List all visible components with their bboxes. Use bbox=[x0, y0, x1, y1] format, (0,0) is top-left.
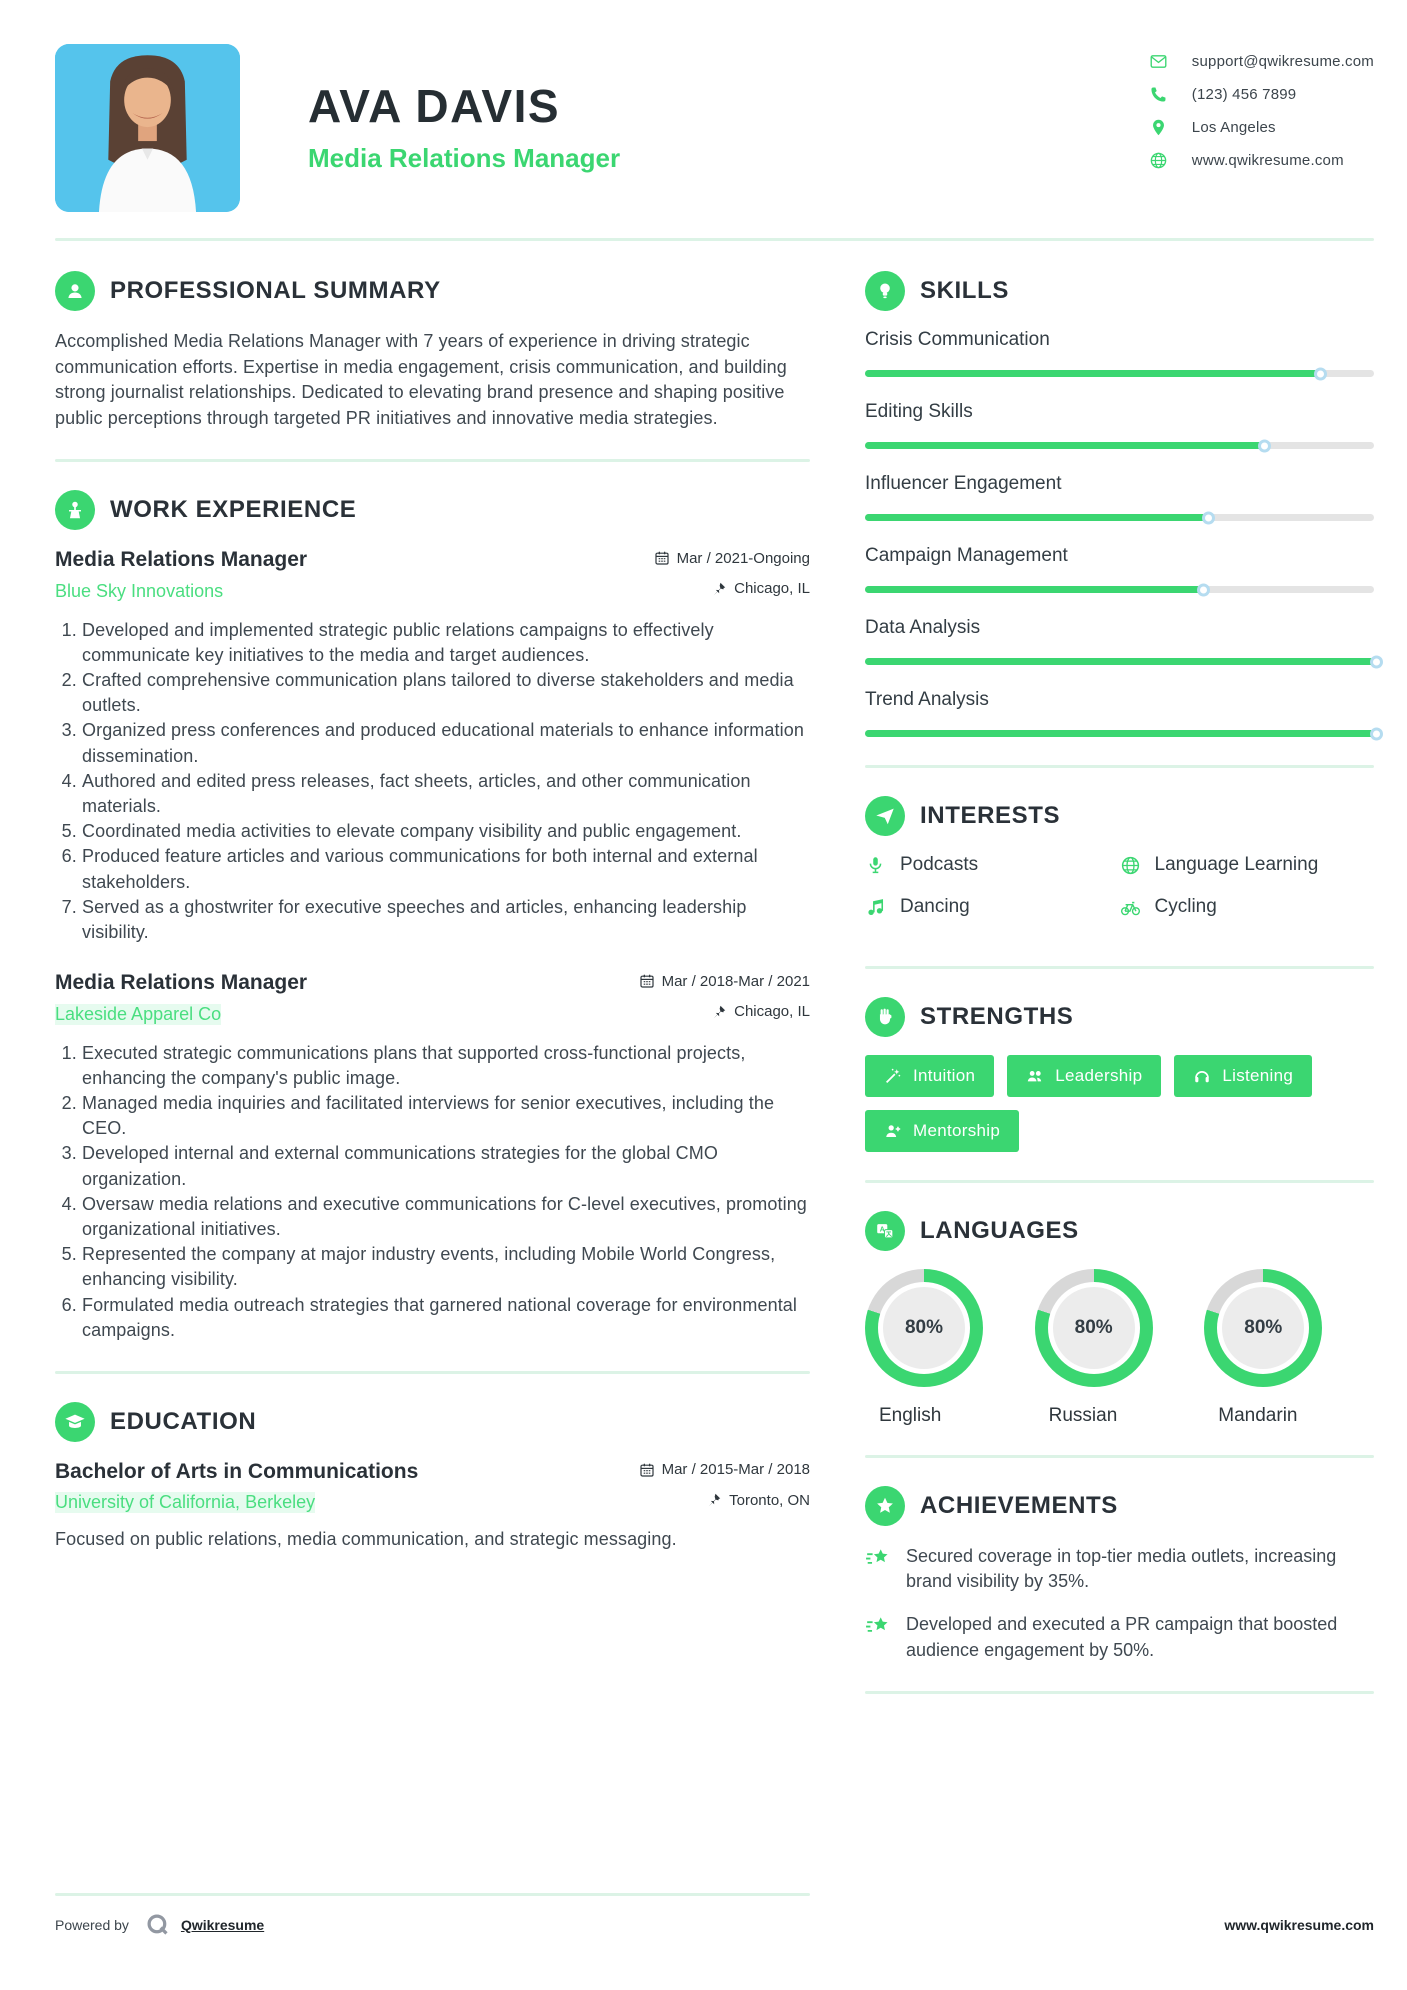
skills-heading: SKILLS bbox=[920, 277, 1009, 304]
calendar-icon bbox=[639, 973, 655, 989]
skill-label: Editing Skills bbox=[865, 401, 973, 422]
skill-slider-fill bbox=[865, 442, 1262, 449]
language-percent: 80% bbox=[904, 1317, 944, 1338]
achievements-heading: ACHIEVEMENTS bbox=[920, 1492, 1118, 1519]
skill-slider-handle[interactable] bbox=[1258, 439, 1271, 452]
calendar-icon bbox=[654, 550, 670, 566]
skill-slider-fill bbox=[865, 514, 1206, 521]
interest-label: Dancing bbox=[900, 896, 970, 917]
job-location-text: Chicago, IL bbox=[734, 580, 810, 598]
skill-label: Trend Analysis bbox=[865, 689, 989, 710]
job-bullet: 5. Coordinated media activities to elevate company visibility and public engagement. bbox=[82, 819, 810, 844]
skill-slider-handle[interactable] bbox=[1202, 511, 1215, 524]
skill-slider bbox=[865, 658, 1374, 665]
job-bullet: 5. Represented the company at major industry events, including Mobile World Congress, enhancing visibility. bbox=[82, 1242, 810, 1292]
language-percent: 80% bbox=[1074, 1317, 1113, 1338]
job-title: Media Relations Manager bbox=[55, 548, 308, 572]
contact-website-text: www.qwikresume.com bbox=[1191, 152, 1344, 169]
skill-label: Data Analysis bbox=[865, 617, 981, 638]
calendar-icon bbox=[639, 1462, 655, 1478]
left-column bbox=[55, 271, 810, 1722]
skill-row bbox=[865, 329, 1374, 377]
qwikresume-link[interactable]: Qwikresume bbox=[180, 1917, 265, 1933]
right-divider-4 bbox=[865, 1455, 1374, 1458]
job-location bbox=[711, 1003, 810, 1020]
contact-email bbox=[1149, 52, 1374, 71]
skill-row bbox=[865, 545, 1374, 593]
section-skills bbox=[865, 271, 1374, 737]
achievement-text: Secured coverage in top-tier media outlets, increasing brand visibility by 35%. bbox=[906, 1546, 1337, 1592]
strength-tag bbox=[865, 1055, 994, 1097]
language-item bbox=[1204, 1269, 1374, 1427]
contact-location-text: Los Angeles bbox=[1191, 119, 1276, 136]
email-icon bbox=[1149, 52, 1168, 71]
job-bullet: 7. Served as a ghostwriter for executive speeches and articles, enhancing leadership visibility. bbox=[82, 895, 810, 945]
job-date-text: Mar / 2018-Mar / 2021 bbox=[661, 972, 810, 990]
skill-slider bbox=[865, 514, 1374, 521]
footer-website-link[interactable]: www.qwikresume.com bbox=[1224, 1917, 1374, 1933]
job-location-text: Chicago, IL bbox=[734, 1003, 810, 1021]
skill-label: Influencer Engagement bbox=[865, 473, 1062, 494]
job-location bbox=[711, 580, 810, 597]
achievement-text: Developed and executed a PR campaign that boosted audience engagement by 50%. bbox=[906, 1614, 1338, 1660]
header-divider bbox=[55, 238, 1374, 241]
users-icon bbox=[1026, 1067, 1044, 1085]
contact-website bbox=[1149, 151, 1374, 170]
skill-slider-fill bbox=[865, 658, 1374, 665]
job-bullet: 4. Authored and edited press releases, fact sheets, articles, and other communication materials. bbox=[82, 769, 810, 819]
education-location bbox=[706, 1492, 810, 1509]
user-plus-icon bbox=[884, 1122, 902, 1140]
job-bullet-list bbox=[55, 1041, 810, 1343]
profile-photo-illustration bbox=[55, 44, 240, 212]
job-company: Lakeside Apparel Co bbox=[55, 1003, 222, 1024]
contact-phone-text: (123) 456 7899 bbox=[1191, 86, 1297, 103]
job-title: Media Relations Manager bbox=[55, 971, 308, 995]
skill-slider-fill bbox=[865, 586, 1201, 593]
skill-row bbox=[865, 617, 1374, 665]
language-name: Mandarin bbox=[1218, 1405, 1298, 1426]
job-bullet-list bbox=[55, 618, 810, 945]
pushpin-icon bbox=[711, 581, 727, 597]
profile-photo bbox=[55, 44, 240, 212]
language-donut bbox=[865, 1269, 983, 1387]
language-name: English bbox=[879, 1405, 942, 1426]
interest-label: Language Learning bbox=[1154, 854, 1319, 875]
identity bbox=[308, 44, 620, 174]
header bbox=[55, 44, 1374, 212]
job-company: Blue Sky Innovations bbox=[55, 580, 224, 601]
skill-slider bbox=[865, 442, 1374, 449]
skill-slider bbox=[865, 586, 1374, 593]
strength-label: Intuition bbox=[913, 1066, 976, 1085]
music-note-icon bbox=[865, 897, 886, 918]
microphone-icon bbox=[865, 855, 886, 876]
job-bullet: 4. Oversaw media relations and executive communications for C-level executives, promoting organizational initiatives. bbox=[82, 1192, 810, 1242]
skill-slider-handle[interactable] bbox=[1370, 727, 1383, 740]
education-heading: EDUCATION bbox=[110, 1407, 257, 1435]
section-education bbox=[55, 1402, 810, 1553]
fist-icon bbox=[865, 997, 905, 1037]
skill-slider bbox=[865, 730, 1374, 737]
interest-label: Podcasts bbox=[900, 854, 979, 875]
footer bbox=[55, 1893, 1374, 1938]
interest-item bbox=[865, 896, 1120, 918]
headphones-icon bbox=[1193, 1067, 1211, 1085]
job-bullet: 1. Developed and implemented strategic public relations campaigns to effectively communicate key initiatives to the media and target audiences. bbox=[82, 618, 810, 668]
pushpin-icon bbox=[711, 1004, 727, 1020]
education-description: Focused on public relations, media communication, and strategic messaging. bbox=[55, 1529, 677, 1550]
skill-row bbox=[865, 689, 1374, 737]
shooting-star-icon bbox=[865, 1613, 891, 1639]
strength-tag bbox=[1174, 1055, 1312, 1097]
translate-icon bbox=[865, 1211, 905, 1251]
section-professional-summary bbox=[55, 271, 810, 431]
strength-tag bbox=[865, 1110, 1019, 1152]
podium-icon bbox=[55, 490, 95, 530]
skill-slider-fill bbox=[865, 730, 1374, 737]
achievement-item bbox=[865, 1544, 1374, 1594]
skill-slider-handle[interactable] bbox=[1314, 367, 1327, 380]
bicycle-icon bbox=[1120, 897, 1141, 918]
strengths-heading: STRENGTHS bbox=[920, 1003, 1074, 1030]
shooting-star-icon bbox=[865, 1545, 891, 1571]
job-bullet: 3. Organized press conferences and produced educational materials to enhance information dissemination. bbox=[82, 718, 810, 768]
summary-heading: PROFESSIONAL SUMMARY bbox=[110, 277, 441, 304]
skill-label: Campaign Management bbox=[865, 545, 1068, 566]
job-bullet: 2. Managed media inquiries and facilitated interviews for senior executives, including the CEO. bbox=[82, 1091, 810, 1141]
skill-row bbox=[865, 473, 1374, 521]
language-name: Russian bbox=[1048, 1405, 1118, 1426]
language-donut bbox=[1035, 1269, 1153, 1387]
language-donut bbox=[1204, 1269, 1322, 1387]
skill-label: Crisis Communication bbox=[865, 329, 1050, 350]
contact-email-text: support@qwikresume.com bbox=[1191, 53, 1374, 70]
job-date bbox=[654, 550, 810, 567]
job-entry bbox=[55, 548, 810, 945]
section-work-experience bbox=[55, 490, 810, 1343]
phone-icon bbox=[1149, 85, 1168, 104]
strength-label: Leadership bbox=[1055, 1066, 1143, 1085]
skill-slider bbox=[865, 370, 1374, 377]
pushpin-icon bbox=[706, 1492, 722, 1508]
section-languages bbox=[865, 1211, 1374, 1427]
interest-label: Cycling bbox=[1154, 896, 1217, 917]
work-heading: WORK EXPERIENCE bbox=[110, 496, 357, 524]
globe-icon bbox=[1120, 855, 1141, 876]
right-divider-2 bbox=[865, 966, 1374, 969]
strength-tag bbox=[1007, 1055, 1161, 1097]
person-icon bbox=[55, 271, 95, 311]
contact-phone bbox=[1149, 85, 1374, 104]
job-bullet: 1. Executed strategic communications plans that supported cross-functional projects, enhancing the company's public image. bbox=[82, 1041, 810, 1091]
job-bullet: 2. Crafted comprehensive communication plans tailored to diverse stakeholders and media outlets. bbox=[82, 668, 810, 718]
job-bullet: 6. Formulated media outreach strategies that garnered national coverage for environmental campaigns. bbox=[82, 1293, 810, 1343]
paper-plane-icon bbox=[865, 796, 905, 836]
skill-row bbox=[865, 401, 1374, 449]
globe-icon bbox=[1149, 151, 1168, 170]
education-location-text: Toronto, ON bbox=[729, 1491, 810, 1509]
degree: Bachelor of Arts in Communications bbox=[55, 1459, 419, 1483]
left-divider-2 bbox=[55, 1371, 810, 1374]
powered-by-label: Powered by bbox=[55, 1917, 129, 1933]
interest-item bbox=[1120, 896, 1375, 918]
left-divider-1 bbox=[55, 459, 810, 462]
skill-slider-fill bbox=[865, 370, 1318, 377]
candidate-title: Media Relations Manager bbox=[308, 143, 621, 173]
lightbulb-icon bbox=[865, 271, 905, 311]
job-entry bbox=[55, 971, 810, 1343]
job-date bbox=[639, 973, 810, 990]
star-icon bbox=[865, 1486, 905, 1526]
skill-slider-handle[interactable] bbox=[1197, 583, 1210, 596]
education-date bbox=[639, 1461, 810, 1478]
candidate-name: AVA DAVIS bbox=[308, 80, 561, 132]
job-bullet: 3. Developed internal and external communications strategies for the global CMO organization. bbox=[82, 1141, 810, 1191]
right-column bbox=[865, 271, 1374, 1722]
strength-label: Mentorship bbox=[913, 1121, 1001, 1140]
section-interests bbox=[865, 796, 1374, 938]
qwikresume-logo-icon bbox=[145, 1912, 171, 1938]
summary-text: Accomplished Media Relations Manager with 7 years of experience in driving strategic communication efforts. Expertise in media engagement, crisis communication, and building strong journalist relationships. Dedicated to elevating brand presence and shaping positive public perceptions through targeted PR initiatives and innovative media strategies. bbox=[55, 331, 787, 428]
skill-slider-handle[interactable] bbox=[1370, 655, 1383, 668]
right-divider-3 bbox=[865, 1180, 1374, 1183]
section-strengths bbox=[865, 997, 1374, 1152]
contact-location bbox=[1149, 118, 1374, 137]
location-icon bbox=[1149, 118, 1168, 137]
right-divider-1 bbox=[865, 765, 1374, 768]
interest-item bbox=[865, 854, 1120, 876]
job-date-text: Mar / 2021-Ongoing bbox=[676, 549, 810, 567]
education-entry bbox=[55, 1460, 810, 1553]
language-percent: 80% bbox=[1244, 1317, 1283, 1338]
strength-label: Listening bbox=[1222, 1066, 1294, 1085]
wand-icon bbox=[884, 1067, 902, 1085]
languages-heading: LANGUAGES bbox=[920, 1217, 1079, 1244]
job-bullet: 6. Produced feature articles and various communications for both internal and external stakeholders. bbox=[82, 844, 810, 894]
right-divider-5 bbox=[865, 1691, 1374, 1694]
language-item bbox=[865, 1269, 1035, 1427]
achievement-item bbox=[865, 1612, 1374, 1662]
contact-list bbox=[1149, 44, 1374, 184]
language-item bbox=[1035, 1269, 1205, 1427]
school: University of California, Berkeley bbox=[55, 1492, 316, 1513]
education-date-text: Mar / 2015-Mar / 2018 bbox=[661, 1461, 810, 1479]
interests-heading: INTERESTS bbox=[920, 802, 1061, 829]
footer-divider bbox=[55, 1893, 810, 1896]
section-achievements bbox=[865, 1486, 1374, 1663]
graduation-cap-icon bbox=[55, 1402, 95, 1442]
interest-item bbox=[1120, 854, 1375, 876]
